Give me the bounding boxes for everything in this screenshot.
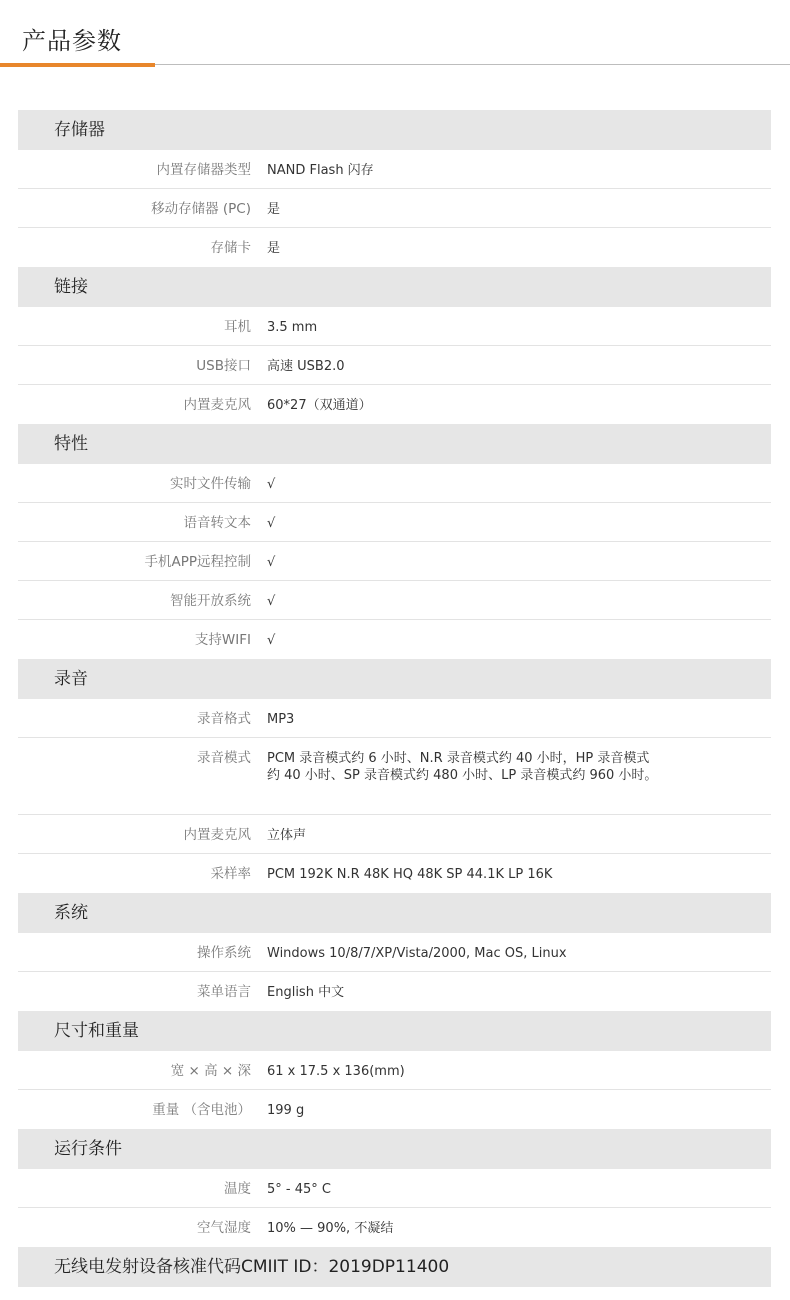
spec-key: 语音转文本	[183, 515, 251, 531]
spec-key: 重量 （含电池）	[152, 1102, 251, 1118]
spec-key: 存储卡	[210, 240, 251, 256]
header-accent-bar	[0, 63, 155, 67]
spec-key: 内置麦克风	[183, 397, 251, 413]
spec-row	[18, 228, 771, 267]
spec-row	[18, 542, 771, 581]
spec-key: 采样率	[210, 866, 251, 882]
spec-row	[18, 581, 771, 620]
spec-value: 立体声	[267, 828, 307, 843]
page-title: 产品参数	[22, 27, 122, 55]
spec-key: 智能开放系统	[170, 593, 251, 609]
spec-row	[18, 738, 771, 815]
spec-key: 耳机	[224, 319, 251, 335]
spec-row	[18, 1090, 771, 1129]
spec-row	[18, 620, 771, 659]
spec-key: 实时文件传输	[170, 476, 251, 492]
section-recording	[18, 659, 771, 893]
spec-row	[18, 1051, 771, 1090]
spec-key: 支持WIFI	[194, 632, 251, 648]
spec-row	[18, 464, 771, 503]
spec-value: 10% — 90%, 不凝结	[267, 1221, 394, 1236]
check-mark: √	[267, 516, 276, 531]
section-header: 特性	[18, 424, 771, 464]
section-header: 存储器	[18, 110, 771, 150]
spec-key: 宽 × 高 × 深	[170, 1063, 251, 1079]
section-header: 录音	[18, 659, 771, 699]
spec-key: 内置存储器类型	[156, 162, 251, 178]
check-mark: √	[267, 555, 276, 570]
spec-key: 操作系统	[197, 945, 251, 961]
spec-value: 是	[267, 202, 281, 217]
section-size-weight	[18, 1011, 771, 1129]
spec-row	[18, 346, 771, 385]
spec-table	[18, 110, 771, 1287]
spec-key: 录音模式	[197, 750, 251, 766]
section-system	[18, 893, 771, 1011]
spec-value: 5° - 45° C	[267, 1182, 331, 1197]
spec-row	[18, 1208, 771, 1247]
section-cmiit	[18, 1247, 771, 1287]
page-header	[0, 0, 790, 70]
spec-row	[18, 385, 771, 424]
spec-value: PCM 192K N.R 48K HQ 48K SP 44.1K LP 16K	[267, 867, 553, 882]
section-header: 链接	[18, 267, 771, 307]
spec-value: MP3	[267, 712, 295, 727]
spec-row	[18, 307, 771, 346]
spec-value: Windows 10/8/7/XP/Vista/2000, Mac OS, Linux	[267, 946, 567, 961]
spec-key: 手机APP远程控制	[144, 554, 251, 570]
spec-row	[18, 150, 771, 189]
spec-row	[18, 189, 771, 228]
spec-key: 温度	[224, 1181, 251, 1197]
spec-row	[18, 503, 771, 542]
spec-value: 60*27（双通道）	[267, 398, 372, 413]
spec-value: PCM 录音模式约 6 小时、N.R 录音模式约 40 小时，HP 录音模式 约 40 小时、SP 录音模式约 480 小时、LP 录音模式约 960 小时。	[267, 751, 658, 783]
spec-value: NAND Flash 闪存	[267, 163, 374, 178]
spec-value: 3.5 mm	[267, 320, 318, 335]
spec-value: 是	[267, 241, 281, 256]
check-mark: √	[267, 477, 276, 492]
section-header: 无线电发射设备核准代码CMIIT ID：2019DP11400	[18, 1247, 771, 1287]
spec-key: 菜单语言	[197, 984, 251, 1000]
section-storage	[18, 110, 771, 267]
spec-row	[18, 815, 771, 854]
spec-row	[18, 933, 771, 972]
spec-value: English 中文	[267, 985, 345, 1000]
section-header: 尺寸和重量	[18, 1011, 771, 1051]
spec-value: 61 x 17.5 x 136(mm)	[267, 1064, 405, 1079]
section-header: 运行条件	[18, 1129, 771, 1169]
check-mark: √	[267, 594, 276, 609]
spec-key: 移动存储器 (PC)	[151, 201, 251, 217]
spec-key: 内置麦克风	[183, 827, 251, 843]
spec-row	[18, 699, 771, 738]
section-features	[18, 424, 771, 659]
spec-row	[18, 1169, 771, 1208]
spec-key: USB接口	[196, 358, 251, 374]
check-mark: √	[267, 633, 276, 648]
spec-row	[18, 854, 771, 893]
section-operating-conditions	[18, 1129, 771, 1247]
spec-key: 空气湿度	[197, 1220, 251, 1236]
spec-key: 录音格式	[197, 711, 251, 727]
section-connectivity	[18, 267, 771, 424]
spec-value: 199 g	[267, 1103, 305, 1118]
section-header: 系统	[18, 893, 771, 933]
spec-row	[18, 972, 771, 1011]
spec-value: 高速 USB2.0	[267, 359, 345, 374]
